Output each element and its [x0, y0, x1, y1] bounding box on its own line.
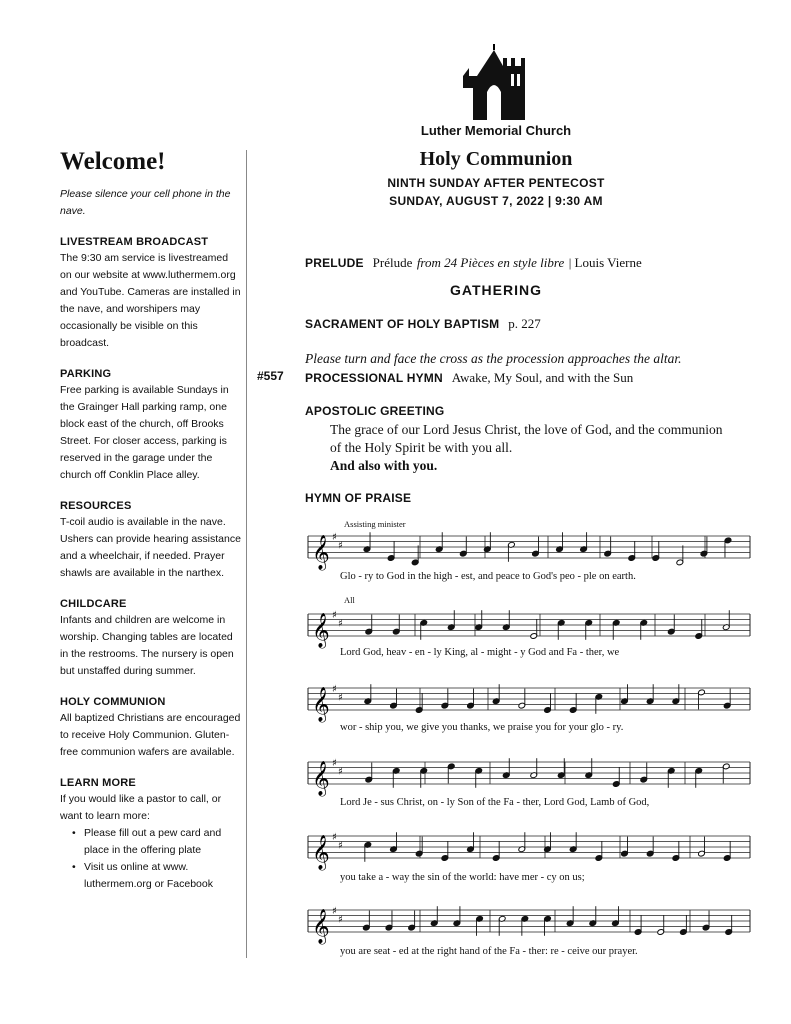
assisting-minister-label: Assisting minister [344, 519, 406, 529]
treble-clef-icon: 𝄞 [312, 909, 330, 944]
treble-clef-icon: 𝄞 [312, 687, 330, 722]
resources-heading: RESOURCES [60, 500, 132, 512]
learn-more-heading: LEARN MORE [60, 777, 136, 789]
music-staff-6 [300, 900, 760, 970]
prelude-title: Prélude [372, 255, 413, 270]
baptism-page: p. 227 [508, 316, 541, 331]
lyrics-line-1: Glo - ry to God in the high - est, and peace to God's peo - ple on earth. [340, 571, 636, 582]
treble-clef-icon: 𝄞 [312, 761, 330, 796]
sharp-icon: ♯ [332, 758, 337, 769]
list-item: • Please fill out a pew card and place in the offering plate [60, 825, 242, 859]
all-label: All [344, 595, 355, 605]
greeting-response: And also with you. [330, 458, 438, 473]
column-divider [246, 150, 247, 958]
lyrics-line-2: Lord God, heav - en - ly King, al - might - y God and Fa - ther, we [340, 647, 620, 658]
prelude-composer: | Louis Vierne [568, 255, 642, 270]
lyrics-line-6: you are seat - ed at the right hand of the Fa - ther: re - ceive our prayer. [340, 946, 638, 957]
music-staff-4 [300, 752, 760, 822]
music-staff-1 [300, 526, 760, 596]
sharp-icon: ♯ [332, 906, 337, 917]
sharp-icon: ♯ [332, 832, 337, 843]
liturgical-sunday: NINTH SUNDAY AFTER PENTECOST [387, 176, 605, 190]
prelude-source: from 24 Pièces en style libre [416, 255, 565, 270]
lyrics-line-4: Lord Je - sus Christ, on - ly Son of the Fa - ther, Lord God, Lamb of God, [340, 797, 650, 808]
baptism-label: SACRAMENT OF HOLY BAPTISM [305, 317, 500, 331]
sharp-icon: ♯ [332, 532, 337, 543]
greeting-heading: APOSTOLIC GREETING [305, 404, 445, 418]
gathering-heading: GATHERING [450, 282, 542, 298]
treble-clef-icon: 𝄞 [312, 535, 330, 570]
sharp-icon: ♯ [338, 840, 343, 852]
processional-title: Awake, My Soul, and with the Sun [451, 370, 634, 385]
welcome-sidebar [60, 148, 242, 893]
lyrics-line-3: wor - ship you, we give you thanks, we praise you for your glo - ry. [340, 722, 624, 733]
church-logo [455, 44, 535, 120]
baptism-line [305, 315, 541, 333]
sharp-icon: ♯ [338, 692, 343, 704]
parking-text: Free parking is available Sundays in the Grainger Hall parking ramp, one block east of the church, off Brooks Street. For closer access, parking is reserved in the garage under the church off Conklin Place alley. [60, 384, 229, 481]
church-name: Luther Memorial Church [420, 123, 572, 138]
prelude-label: PRELUDE [305, 256, 364, 270]
communion-text: All baptized Christians are encouraged to receive Holy Communion. Gluten-free communion wafers are available. [60, 712, 241, 758]
hymn-number: #557 [257, 369, 284, 383]
procession-note: Please turn and face the cross as the procession approaches the altar. [305, 351, 682, 366]
sharp-icon: ♯ [332, 684, 337, 695]
processional-line [305, 369, 633, 387]
sharp-icon: ♯ [338, 914, 343, 926]
sharp-icon: ♯ [338, 540, 343, 552]
prelude-line [305, 254, 755, 272]
music-staff-3 [300, 678, 760, 748]
lyrics-line-5: you take a - way the sin of the world: have mer - cy on us; [340, 872, 585, 883]
livestream-text: The 9:30 am service is livestreamed on our website at www.luthermem.org and YouTube. Cameras are installed in the nave, and worshipers may occasionally be visible on this broadcast. [60, 252, 241, 349]
service-title: Holy Communion [419, 148, 573, 170]
childcare-heading: CHILDCARE [60, 598, 127, 610]
learn-more-text: If you would like a pastor to call, or want to learn more: [60, 793, 222, 822]
hymn-of-praise-heading: HYMN OF PRAISE [305, 491, 412, 505]
service-date-time: SUNDAY, AUGUST 7, 2022 | 9:30 AM [389, 194, 603, 208]
music-staff-2 [300, 604, 760, 674]
childcare-text: Infants and children are welcome in worship. Changing tables are located in the restrooms. The nursery is open but unstaffed during summer. [60, 614, 234, 677]
list-item: • Visit us online at www. luthermem.org or Facebook [60, 859, 242, 893]
greeting-text: The grace of our Lord Jesus Christ, the love of God, and the communion of the Holy Spirit be with you all. [330, 422, 723, 455]
sharp-icon: ♯ [338, 766, 343, 778]
sharp-icon: ♯ [338, 618, 343, 630]
music-staff-5 [300, 826, 760, 896]
learn-more-list [60, 825, 242, 893]
treble-clef-icon: 𝄞 [312, 613, 330, 648]
sharp-icon: ♯ [332, 610, 337, 621]
communion-heading: HOLY COMMUNION [60, 696, 166, 708]
treble-clef-icon: 𝄞 [312, 835, 330, 870]
processional-label: PROCESSIONAL HYMN [305, 371, 443, 385]
welcome-heading: Welcome! [60, 148, 166, 175]
silence-phone-note: Please silence your cell phone in the nave. [60, 188, 231, 217]
resources-text: T-coil audio is available in the nave. Ushers can provide hearing assistance and a wheelchair, if needed. Prayer shawls are available in the narthex. [60, 516, 241, 579]
livestream-heading: LIVESTREAM BROADCAST [60, 236, 209, 248]
parking-heading: PARKING [60, 368, 112, 380]
